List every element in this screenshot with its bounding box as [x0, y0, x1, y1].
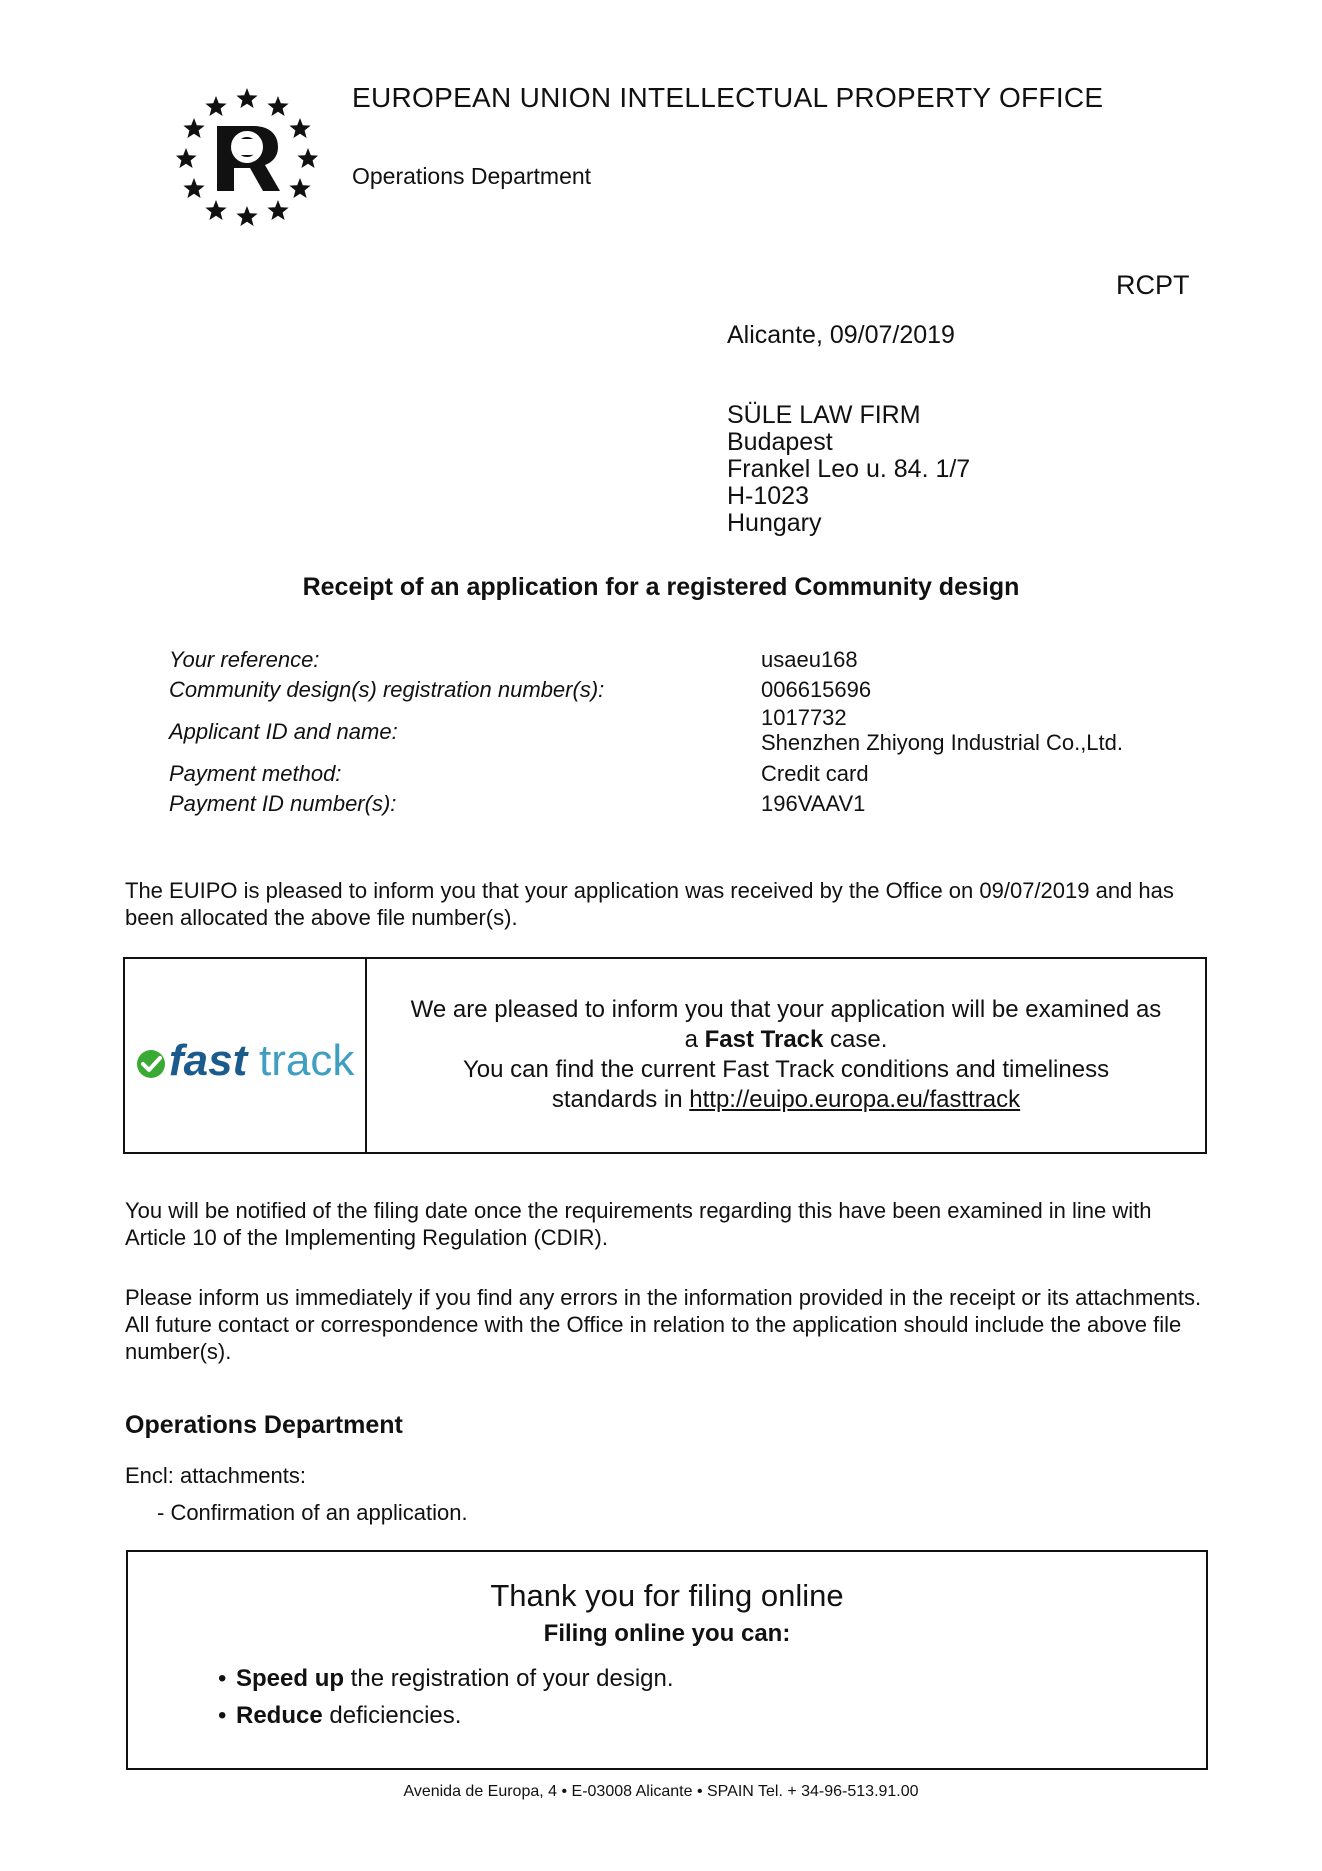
fast-track-message: [367, 995, 1205, 1115]
applicant-name: Shenzhen Zhiyong Industrial Co.,Ltd.: [761, 730, 1124, 755]
fast-track-emphasis: Fast Track: [704, 1026, 824, 1053]
applicant-value: [761, 705, 1123, 759]
fast-track-line-3: You can find the current Fast Track conditions and timeliness: [462, 1056, 1110, 1083]
benefits-list: [218, 1660, 674, 1734]
org-department: Operations Department: [352, 163, 592, 189]
address-line: Frankel Leo u. 84. 1/7: [727, 455, 971, 483]
fast-track-word-1: fast: [169, 1036, 248, 1085]
fast-track-link[interactable]: http://euipo.europa.eu/fasttrack: [689, 1086, 1021, 1113]
date-line: Alicante, 09/07/2019: [727, 321, 955, 349]
bullet-icon: •: [218, 1665, 227, 1692]
payment-id-value: 196VAAV1: [761, 791, 866, 816]
details-values: [761, 645, 1123, 819]
your-reference-label: Your reference:: [169, 647, 320, 672]
list-item: • Reduce deficiencies.: [218, 1697, 674, 1734]
fast-track-line-4: standards in http://euipo.europa.eu/fasttrack: [551, 1086, 1021, 1113]
thank-you-title: Thank you for filing online: [490, 1578, 844, 1613]
address-line: H-1023: [727, 482, 809, 510]
filing-date-paragraph: You will be notified of the filing date once the requirements regarding this have been examined in line with Article 10 of the Implementing Regulation (CDIR).: [125, 1198, 1152, 1250]
recipient-address: [727, 402, 970, 537]
payment-method-label: Payment method:: [169, 761, 342, 786]
errors-paragraph: Please inform us immediately if you find any errors in the information provided in the receipt or its attachments. All future contact or correspondence with the Office in relation to the application should include the above file number(s).: [125, 1285, 1202, 1364]
registration-number-label: Community design(s) registration number(s):: [169, 677, 605, 702]
fast-track-logo: [135, 1029, 360, 1089]
details-labels: [169, 645, 604, 819]
thank-you-box: [126, 1550, 1208, 1770]
list-item: • Speed up the registration of your design.: [218, 1660, 674, 1697]
intro-paragraph: The EUIPO is pleased to inform you that your application was received by the Office on 09/07/2019 and has been allocated the above file number(s).: [125, 878, 1174, 930]
applicant-label: Applicant ID and name:: [169, 719, 398, 744]
fast-track-line-1: We are pleased to inform you that your application will be examined as: [410, 996, 1162, 1023]
document-code: RCPT: [1116, 270, 1190, 300]
address-line: Hungary: [727, 509, 822, 537]
applicant-id: 1017732: [761, 705, 847, 730]
payment-method-value: Credit card: [761, 761, 869, 786]
euipo-logo-icon: [176, 86, 318, 228]
fast-track-logo-cell: [125, 959, 367, 1152]
your-reference-value: usaeu168: [761, 647, 858, 672]
document-title: Receipt of an application for a registered Community design: [302, 573, 1020, 601]
registration-number-value: 006615696: [761, 677, 872, 702]
signature-department: Operations Department: [125, 1411, 403, 1439]
address-line: SÜLE LAW FIRM: [727, 401, 921, 429]
fast-track-box: [123, 957, 1207, 1154]
payment-id-label: Payment ID number(s):: [169, 791, 397, 816]
org-name: EUROPEAN UNION INTELLECTUAL PROPERTY OFFICE: [352, 82, 1104, 113]
fast-track-word-2: track: [259, 1036, 355, 1085]
enclosure-item: - Confirmation of an application.: [157, 1500, 468, 1525]
thank-you-subtitle: Filing online you can:: [543, 1620, 791, 1647]
fast-track-line-2: a Fast Track case.: [684, 1026, 888, 1053]
address-line: Budapest: [727, 428, 833, 456]
footer-address: Avenida de Europa, 4 • E-03008 Alicante • SPAIN Tel. + 34-96-513.91.00: [403, 1783, 919, 1800]
bullet-icon: •: [218, 1702, 227, 1729]
enclosures-label: Encl: attachments:: [125, 1463, 306, 1488]
